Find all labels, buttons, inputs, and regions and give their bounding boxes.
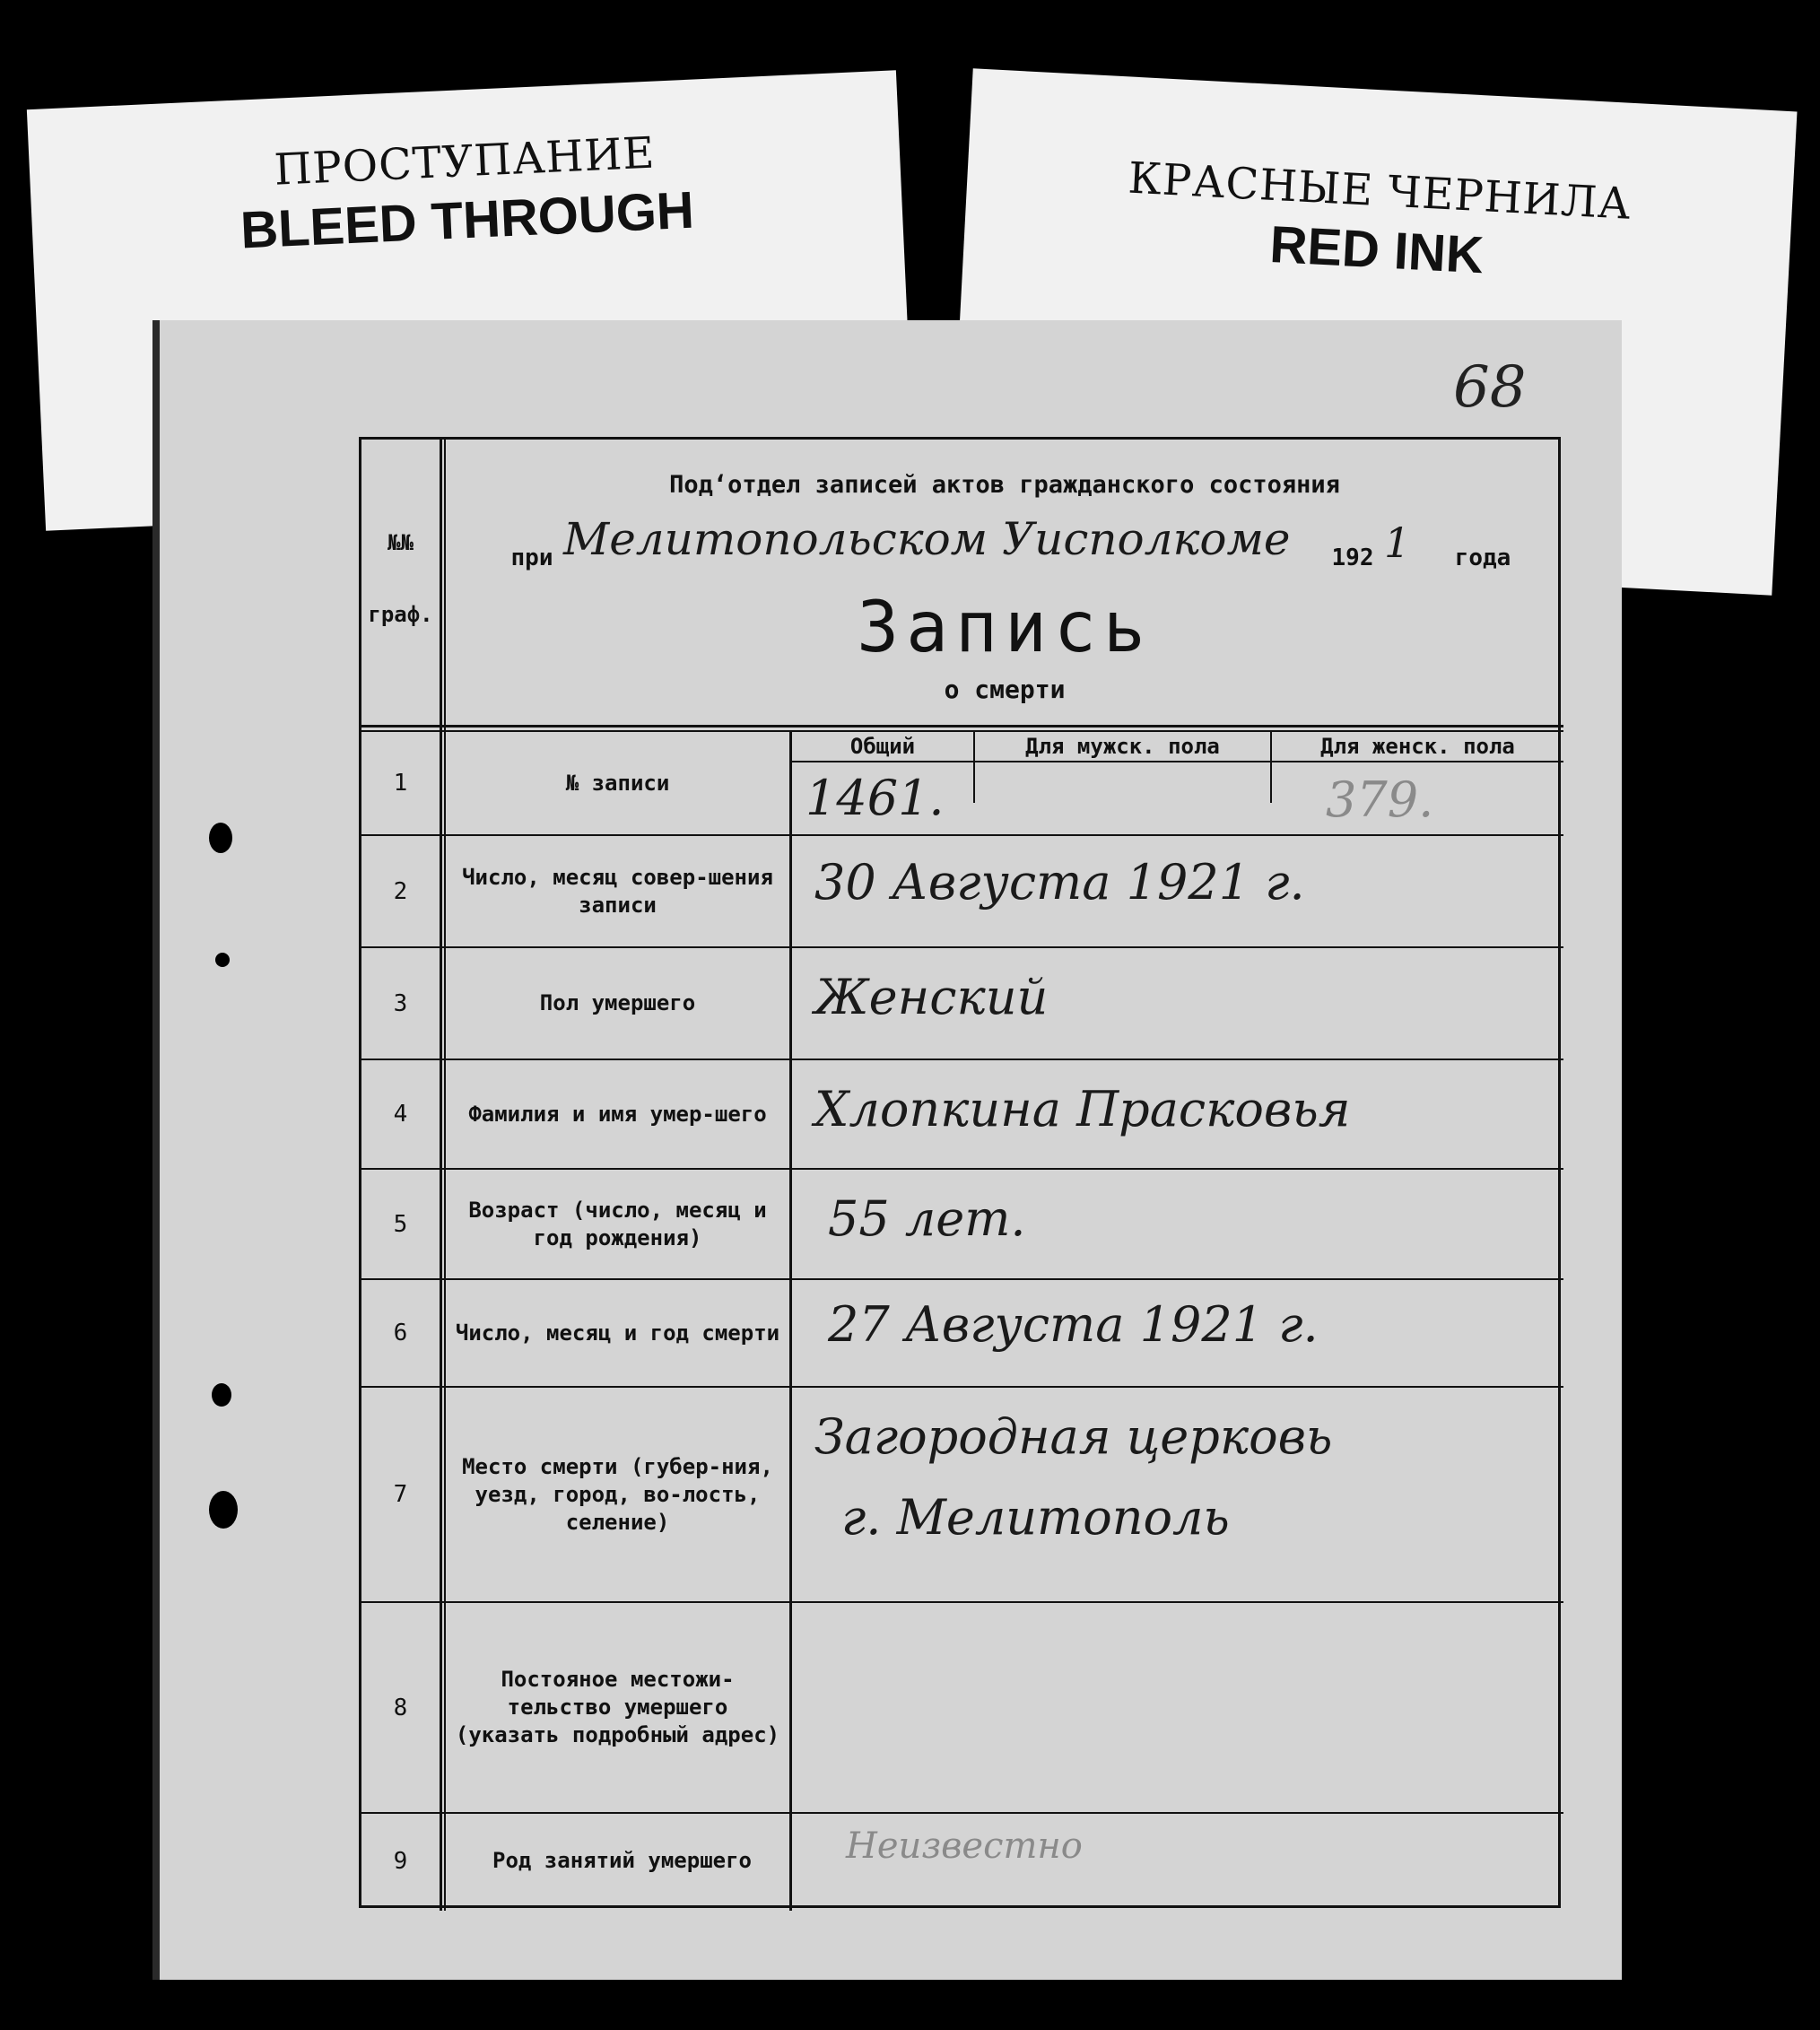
column-male: Для мужск. пола bbox=[1025, 733, 1220, 759]
record-number-general: 1461. bbox=[806, 770, 945, 826]
year-suffix-handwritten: 1 bbox=[1384, 518, 1411, 567]
row-number: 1 bbox=[393, 770, 408, 797]
punch-hole bbox=[212, 1383, 231, 1407]
office-name-handwritten: Мелитопольском Уисполкоме bbox=[563, 513, 1291, 565]
row-label: Число, месяц и год смерти bbox=[455, 1320, 780, 1346]
row-number: 3 bbox=[393, 989, 408, 1017]
row-label: Пол умершего bbox=[539, 990, 696, 1015]
goda-label: года bbox=[1454, 544, 1511, 571]
death-place-city-value: г. Мелитополь bbox=[841, 1489, 1230, 1546]
graf-label-top: №№ bbox=[388, 529, 414, 555]
punch-hole bbox=[209, 823, 232, 853]
column-female: Для женск. пола bbox=[1320, 733, 1515, 759]
pri-label: при bbox=[510, 544, 553, 571]
death-place-value: Загородная церковь bbox=[814, 1408, 1333, 1465]
deceased-name-value: Хлопкина Прасковья bbox=[814, 1081, 1351, 1137]
row-label: Возраст (число, месяц и год рождения) bbox=[468, 1197, 767, 1250]
bleed-through-label-ru: ПРОСТУПАНИЕ bbox=[273, 127, 657, 196]
death-date-value: 27 Августа 1921 г. bbox=[828, 1296, 1319, 1353]
bleed-through-label-en: BLEED THROUGH bbox=[239, 180, 696, 260]
record-title: Запись bbox=[857, 588, 1153, 668]
row-number: 9 bbox=[393, 1847, 408, 1875]
graf-label-bottom: граф. bbox=[368, 601, 433, 627]
record-date-value: 30 Августа 1921 г. bbox=[814, 854, 1305, 910]
row-number: 6 bbox=[393, 1320, 408, 1346]
row-number: 8 bbox=[393, 1694, 408, 1721]
punch-hole bbox=[215, 953, 230, 967]
punch-hole bbox=[209, 1491, 238, 1529]
row-label: Постояное местожи-тельство умершего (указать подробный адрес) bbox=[455, 1667, 780, 1747]
year-prefix: 192 bbox=[1331, 544, 1374, 571]
red-ink-label-ru: КРАСНЫЕ ЧЕРНИЛА bbox=[1127, 152, 1633, 230]
row-number: 2 bbox=[393, 877, 408, 905]
row-number: 4 bbox=[393, 1101, 408, 1128]
row-label: Число, месяц совер-шения записи bbox=[462, 864, 773, 918]
record-subtitle: о смерти bbox=[944, 674, 1066, 704]
row-number: 5 bbox=[393, 1210, 408, 1238]
row-label: № записи bbox=[565, 770, 670, 796]
row-label: Род занятий умершего bbox=[492, 1848, 752, 1873]
column-general: Общий bbox=[849, 733, 916, 759]
occupation-value: Неизвестно bbox=[846, 1825, 1083, 1867]
record-number-female: 379. bbox=[1326, 771, 1434, 828]
page-number: 68 bbox=[1453, 354, 1527, 421]
row-label: Фамилия и имя умер-шего bbox=[468, 1101, 767, 1127]
sex-value: Женский bbox=[814, 969, 1049, 1025]
row-number: 7 bbox=[393, 1481, 408, 1508]
red-ink-label-en: RED INK bbox=[1268, 214, 1485, 285]
office-title: Под‘отдел записей актов гражданского состояния bbox=[669, 470, 1340, 499]
row-label: Место смерти (губер-ния, уезд, город, во-лость, селение) bbox=[462, 1453, 773, 1535]
age-value: 55 лет. bbox=[828, 1190, 1026, 1247]
death-record-form bbox=[359, 437, 1561, 1908]
